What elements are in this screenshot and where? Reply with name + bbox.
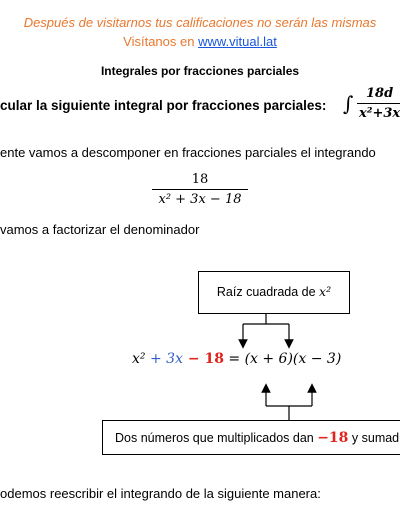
document-title: Integrales por fracciones parciales [100,64,300,78]
integral-sign: ∫ [343,91,354,116]
promo-line: Después de visitarnos tus calificaciones no serán las mismas [23,15,377,30]
integral-numerator: 18d [366,86,394,101]
square-root-label: Raíz cuadrada de [216,285,320,299]
intro-text: ente vamos a descomponer en fracciones parciales el integrando [0,145,376,160]
factor-hint-value: −18 [317,430,349,446]
fraction-denominator: x² + 3x − 18 [152,189,247,207]
visit-text: Visítanos en [123,34,199,49]
factor-hint-box [102,420,400,455]
eq-plus: + [145,351,167,367]
square-root-var: x² [319,284,332,299]
factorization-equation [132,350,341,367]
factor-text: vamos a factorizar el denominador [0,222,200,237]
integral-denominator: x²+3x [357,103,400,121]
problem-heading: cular la siguiente integral por fracciones parciales: [0,98,327,113]
eq-18: 18 [204,351,224,367]
fraction-numerator: 18 [191,172,209,187]
eq-x2: x² [132,351,146,367]
eq-3x: 3x [166,351,183,367]
factor-hint-tail: y sumad [348,431,400,445]
factor-hint-label: Dos números que multiplicados dan [115,431,318,445]
site-link[interactable]: www.vitual.lat [198,34,277,49]
rewrite-text: odemos reescribir el integrando de la siguiente manera: [0,486,321,501]
eq-rhs: = (x + 6)(x − 3) [223,351,342,367]
eq-minus: − [182,351,205,367]
